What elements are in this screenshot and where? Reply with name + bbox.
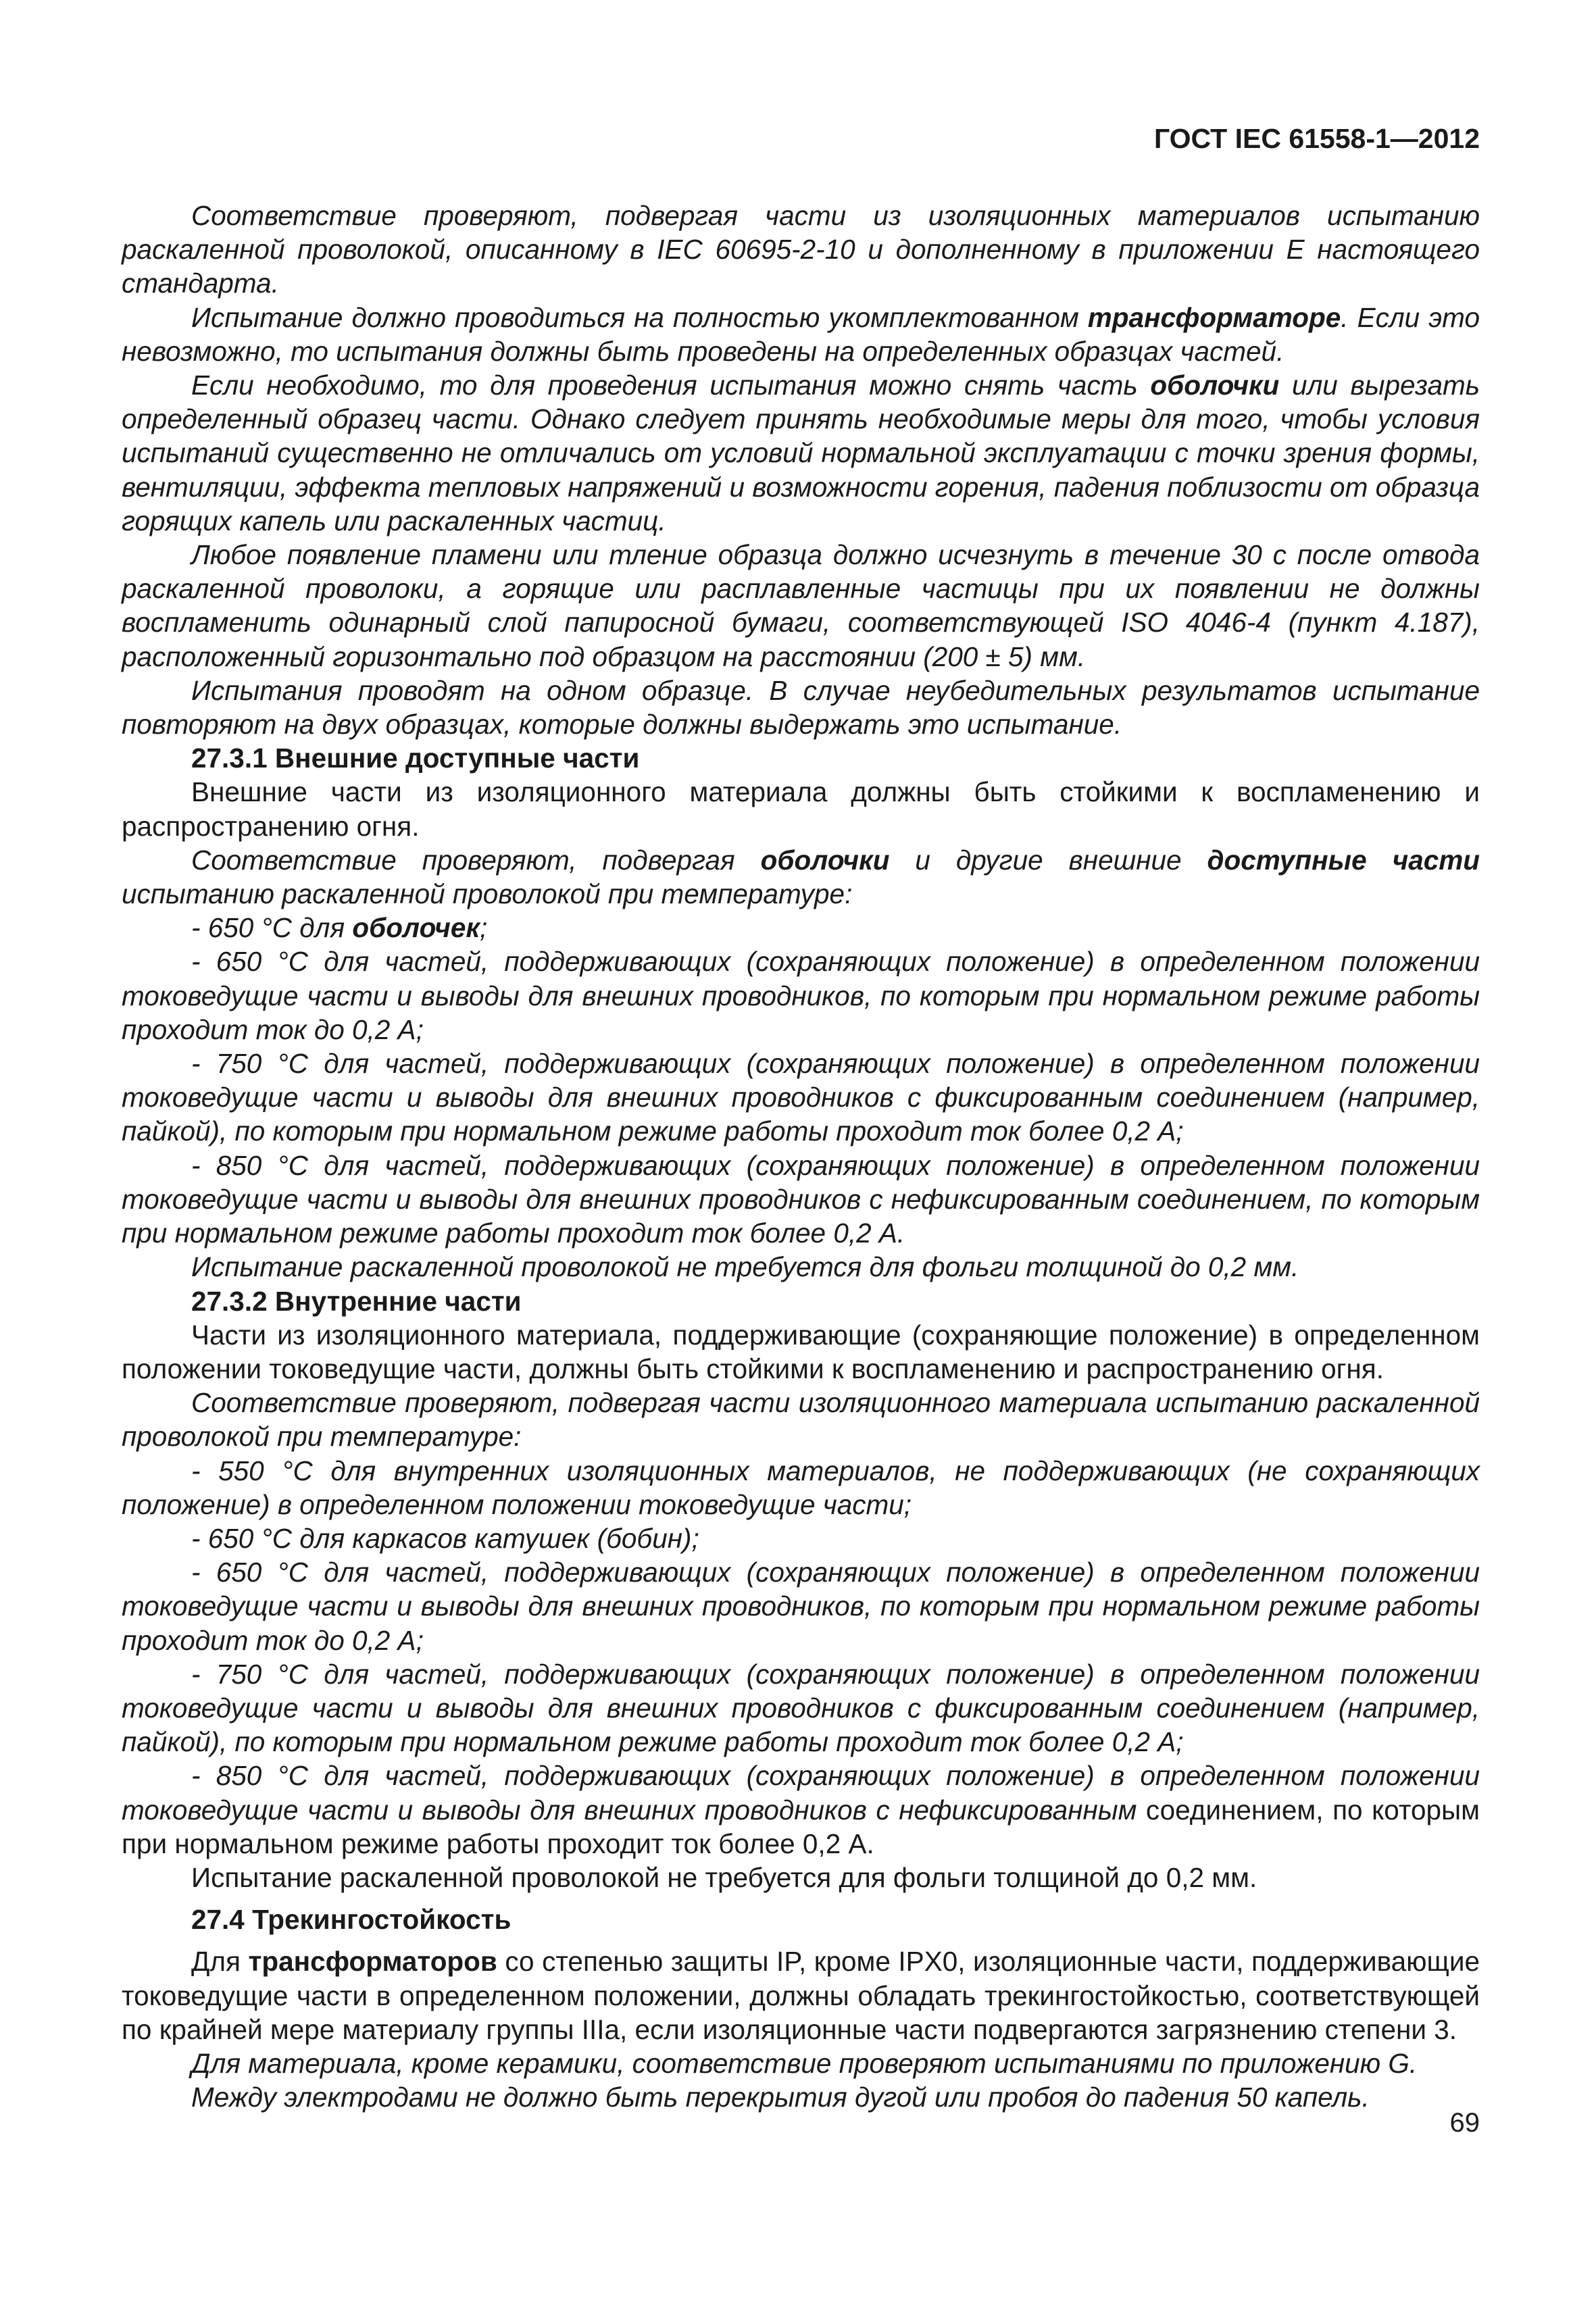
paragraph: [122, 1555, 1480, 1657]
emphasized-term: трансформаторе: [1087, 301, 1341, 333]
text-run: Испытания проводят на одном образце. В случае неубедительных результатов испытание повторяют на двух образцах, которые должны выдержать это испытание.: [122, 674, 1480, 740]
paragraph: [122, 1944, 1480, 2046]
section-heading: [122, 1903, 1480, 1936]
paragraph: [122, 1521, 1480, 1555]
section-heading: [122, 741, 1480, 775]
text-run: Если необходимо, то для проведения испытания можно снять часть: [191, 370, 1151, 401]
text-run: Внешние части из изоляционного материала должны быть стойкими к воспламенению и распространению огня.: [122, 776, 1480, 842]
text-run: - 850 °С для частей, поддерживающих (сохраняющих положение) в определенном положении токоведущие части и выводы для внешних проводников с нефиксированным соединением, по которым при нормальном режиме работы проходит ток более 0,2 А.: [122, 1149, 1480, 1249]
paragraph: [122, 1657, 1480, 1759]
text-run: и другие внешние: [889, 844, 1207, 876]
text-run: 27.4 Трекингостойкость: [191, 1904, 512, 1936]
text-run: Испытание раскаленной проволокой не требуется для фольги толщиной до 0,2 мм.: [191, 1861, 1257, 1893]
text-run: Соответствие проверяют, подвергая части изоляционного материала испытанию раскаленной проволокой при температуре:: [122, 1387, 1480, 1453]
paragraph: [122, 945, 1480, 1047]
text-run: Для материала, кроме керамики, соответствие проверяют испытаниями по приложению G.: [191, 2047, 1418, 2079]
text-run: - 650 °С для каркасов катушек (бобин);: [191, 1522, 699, 1554]
text-run: 27.3.2 Внутренние части: [191, 1285, 522, 1317]
emphasized-term: оболочки: [760, 844, 890, 876]
text-run: Любое появление пламени или тление образца должно исчезнуть в течение 30 с после отвода раскаленной проволоки, а горящие или расплавленные частицы при их появлении не должны воспламенить одинарный слой папиросной бумаги, соответствующей ISO 4046-4 (пункт 4.187), расположенный горизонтально под образцом на расстоянии (200 ± 5) мм.: [122, 539, 1480, 672]
text-run: 27.3.1 Внешние доступные части: [191, 743, 640, 774]
paragraph: [122, 1149, 1480, 1251]
emphasized-term: трансформаторов: [248, 1946, 497, 1978]
text-run: - 850 °С для частей, поддерживающих (сохраняющих положение) в определенном положении токоведущие части и выводы для внешних проводников с нефиксированным: [122, 1760, 1480, 1826]
text-run: Испытание должно проводиться на полностью укомплектованном: [191, 301, 1088, 333]
text-run: - 750 °С для частей, поддерживающих (сохраняющих положение) в определенном положении токоведущие части и выводы для внешних проводников с фиксированным соединением (например, пайкой), по которым при нормальном режиме работы проходит ток более 0,2 А;: [122, 1658, 1480, 1758]
paragraph: [122, 775, 1480, 842]
paragraph: [122, 911, 1480, 945]
text-run: Соответствие проверяют, подвергая части из изоляционных материалов испытанию раскаленной проволокой, описанному в IEC 60695-2-10 и дополненному в приложении Е настоящего стандарта.: [122, 200, 1480, 299]
text-run: ;: [479, 912, 488, 944]
text-run: Части из изоляционного материала, поддерживающие (сохраняющие положение) в определенном положении токоведущие части, должны быть стойкими к воспламенению и распространению огня.: [122, 1319, 1480, 1384]
paragraph: [122, 843, 1480, 911]
text-run: - 650 °С для частей, поддерживающих (сохраняющих положение) в определенном положении токоведущие части и выводы для внешних проводников, по которым при нормальном режиме работы проходит ток до 0,2 А;: [122, 946, 1480, 1045]
document-body: [122, 199, 1480, 2114]
emphasized-term: оболочек: [352, 912, 480, 944]
text-run: или вырезать определенный образец части. Однако следует принять необходимые меры для того, чтобы условия испытаний существенно не отличались от условий нормальной эксплуатации с точки зрения формы, вентиляции, эффекта тепловых напряжений и возможности горения, падения поблизости от образца горящих капель или раскаленных частиц.: [122, 370, 1480, 536]
text-run: - 750 °С для частей, поддерживающих (сохраняющих положение) в определенном положении токоведущие части и выводы для внешних проводников с фиксированным соединением (например, пайкой), по которым при нормальном режиме работы проходит ток более 0,2 А;: [122, 1048, 1480, 1147]
text-run: соединением, по которым при нормальном режиме работы проходит ток более 0,2 А.: [122, 1794, 1480, 1859]
section-heading: [122, 1284, 1480, 1318]
emphasized-term: оболочки: [1150, 370, 1280, 401]
text-run: - 650 °С для: [191, 912, 353, 944]
paragraph: [122, 1861, 1480, 1894]
page-number: 69: [1449, 2108, 1480, 2138]
paragraph: [122, 199, 1480, 301]
text-run: . Если это невозможно, то испытания должны быть проведены на определенных образцах частей.: [122, 301, 1480, 367]
text-run: - 650 °С для частей, поддерживающих (сохраняющих положение) в определенном положении токоведущие части и выводы для внешних проводников, по которым при нормальном режиме работы проходит ток до 0,2 А;: [122, 1557, 1480, 1656]
emphasized-term: доступные части: [1207, 844, 1480, 876]
text-run: - 550 °С для внутренних изоляционных материалов, не поддерживающих (не сохраняющих положение) в определенном положении токоведущие части;: [122, 1455, 1480, 1520]
paragraph: [122, 301, 1480, 368]
paragraph: [122, 538, 1480, 674]
document-header: ГОСТ IEC 61558-1—2012: [1153, 123, 1480, 154]
text-run: со степенью защиты IP, кроме IPX0, изоляционные части, поддерживающие токоведущие части в определенном положении, должны обладать трекингостойкостью, соответствующей по крайней мере материалу группы IIIа, если изоляционные части подвергаются загрязнению степени 3.: [122, 1946, 1480, 2045]
paragraph: [122, 1047, 1480, 1149]
text-run: Между электродами не должно быть перекрытия дугой или пробоя до падения 50 капель.: [191, 2082, 1370, 2113]
text-run: Для: [191, 1946, 249, 1978]
paragraph: [122, 1250, 1480, 1284]
paragraph: [122, 1386, 1480, 1453]
paragraph: [122, 2046, 1480, 2080]
paragraph: [122, 674, 1480, 741]
text-run: испытанию раскаленной проволокой при температуре:: [122, 878, 853, 910]
paragraph: [122, 2080, 1480, 2114]
text-run: Испытание раскаленной проволокой не требуется для фольги толщиной до 0,2 мм.: [191, 1251, 1299, 1283]
paragraph: [122, 1318, 1480, 1386]
text-run: Соответствие проверяют, подвергая: [191, 844, 761, 876]
paragraph: [122, 1759, 1480, 1861]
paragraph: [122, 368, 1480, 538]
paragraph: [122, 1454, 1480, 1521]
